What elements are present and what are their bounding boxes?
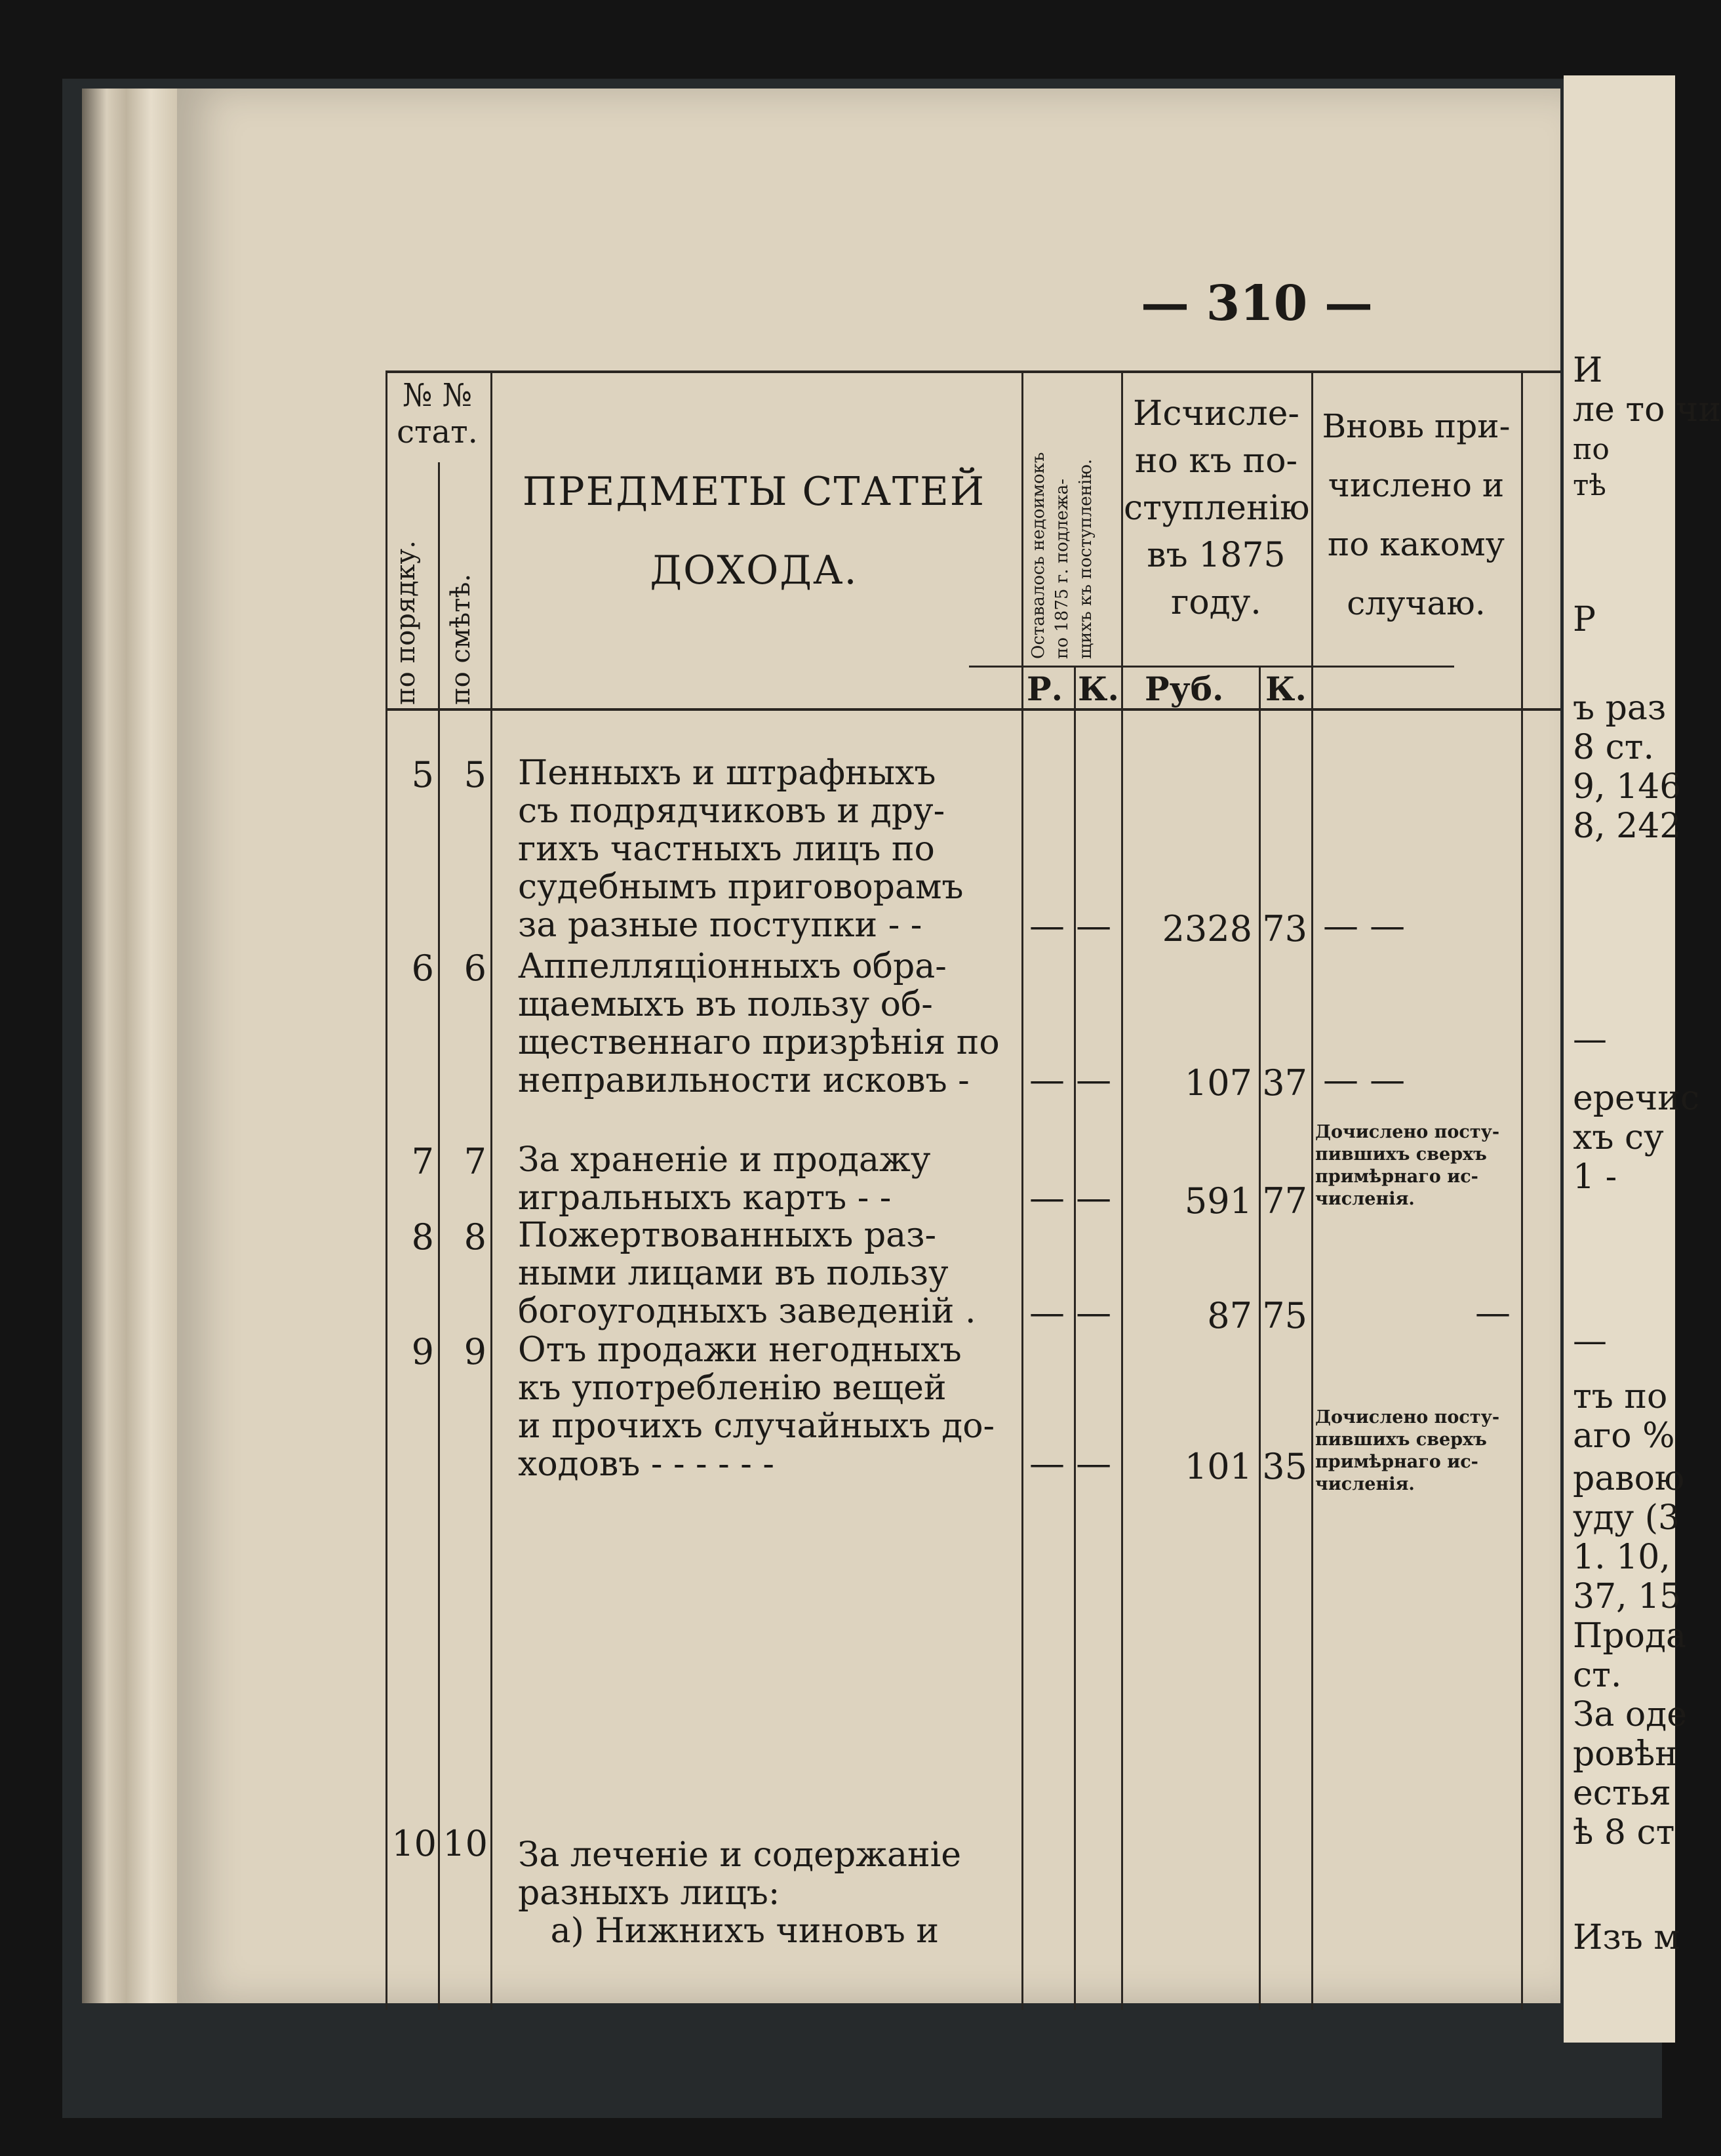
row-5-kop: 73 [1262, 908, 1307, 949]
unit-k2: К. [1265, 669, 1307, 708]
row-7-est: 7 [464, 1141, 486, 1182]
header-by-estimate: по смѣтѣ. [446, 573, 476, 705]
unit-r: Р. [1027, 669, 1063, 708]
row-8-text: Пожертвованныхъ раз- ными лицами въ пользу богоугодныхъ заведеній . [518, 1216, 976, 1331]
facing-line: ѣ 8 ст [1573, 1813, 1675, 1852]
facing-line: — [1573, 1321, 1607, 1361]
row-9-no: 9 [411, 1331, 434, 1372]
row-6-newly: — — [1323, 1059, 1406, 1100]
facing-line: 1 - [1573, 1157, 1617, 1197]
table-top-rule [386, 370, 1560, 373]
facing-line: еречис [1573, 1079, 1699, 1118]
row-6-no: 6 [411, 948, 434, 989]
facing-line: по [1573, 433, 1610, 466]
row-5-newly: — — [1323, 905, 1406, 946]
book-page-edges [82, 89, 180, 2003]
header-items-title-1: ПРЕДМЕТЫ СТАТЕЙ [522, 469, 986, 515]
unit-k: К. [1078, 669, 1119, 708]
facing-line: — [1573, 1020, 1607, 1059]
col-line-5 [1074, 666, 1076, 2010]
facing-line: аго % [1573, 1416, 1675, 1456]
header-newly-added: Вновь при- числено и по какому случаю. [1322, 407, 1511, 622]
row-7-rub: 591 [1184, 1180, 1252, 1222]
header-items-title-2: ДОХОДА. [650, 548, 858, 593]
row-7-text: За храненіе и продажу игральныхъ картъ - - [518, 1140, 931, 1218]
facing-line: естья [1573, 1774, 1671, 1813]
col-line-3 [490, 370, 492, 2010]
row-9-est: 9 [464, 1331, 486, 1372]
row-5-rub: 2328 [1162, 908, 1252, 949]
book-page [177, 89, 1560, 2003]
facing-page-fragment [1564, 75, 1721, 2043]
row-8-no: 8 [411, 1216, 434, 1258]
row-6-est: 6 [464, 948, 486, 989]
row-5-text: Пенныхъ и штрафныхъ съ подрядчиковъ и дру- гихъ частныхъ лицъ по судебнымъ приговорамъ за разные поступки - - [518, 753, 964, 945]
facing-line: 8 ст. [1573, 728, 1655, 767]
row-6-rub: 107 [1184, 1062, 1252, 1104]
facing-line: ле то чи [1573, 390, 1721, 429]
row-7-kop: 77 [1262, 1180, 1307, 1222]
units-rule [969, 666, 1454, 668]
row-7-note: Дочислено посту- пившихъ сверхъ примѣрнаго ис- численія. [1315, 1122, 1500, 1209]
facing-line: Изъ м [1573, 1918, 1680, 1957]
row-7-no: 7 [411, 1141, 434, 1182]
facing-line: Прода [1573, 1616, 1686, 1656]
row-10-no: 10 [391, 1823, 437, 1864]
facing-line: тѣ [1573, 469, 1606, 502]
col-line-1 [386, 370, 387, 2010]
row-7-remained: — — [1029, 1177, 1112, 1218]
row-6-text: Аппелляціонныхъ обра- щаемыхъ въ пользу об- щественнаго призрѣнія по неправильности исковъ - [518, 947, 1000, 1100]
header-bottom-rule [386, 708, 1560, 711]
header-num: № № стат. [397, 377, 478, 450]
facing-line: 37, 15 [1573, 1577, 1682, 1616]
row-5-remained: — — [1029, 905, 1112, 946]
facing-line: Р [1573, 600, 1596, 639]
row-9-rub: 101 [1184, 1446, 1252, 1487]
facing-line: равою [1573, 1459, 1685, 1498]
col-line-9 [1521, 370, 1523, 2010]
facing-line: 8, 242 [1573, 807, 1682, 846]
col-line-7 [1259, 666, 1261, 2010]
facing-line: 1. 10, [1573, 1538, 1671, 1577]
facing-line: И [1573, 351, 1603, 390]
row-10-text: За леченіе и содержаніе разныхъ лицъ: а) Нижнихъ чиновъ и [518, 1835, 962, 1951]
row-8-remained: — — [1029, 1292, 1112, 1333]
col-line-6 [1121, 370, 1123, 2010]
row-8-est: 8 [464, 1216, 486, 1258]
row-9-note: Дочислено посту- пившихъ сверхъ примѣрнаго ис- численія. [1315, 1407, 1500, 1494]
page-number: — 310 — [1141, 275, 1373, 332]
row-8-rub: 87 [1207, 1295, 1252, 1336]
row-6-remained: — — [1029, 1059, 1112, 1100]
facing-line: ровѣн [1573, 1734, 1678, 1774]
col-line-8 [1311, 370, 1313, 2010]
row-5-est: 5 [464, 754, 486, 795]
row-9-remained: — — [1029, 1443, 1112, 1484]
row-10-est: 10 [443, 1823, 488, 1864]
facing-line: ст. [1573, 1656, 1622, 1695]
row-6-kop: 37 [1262, 1062, 1307, 1104]
facing-line: За оде [1573, 1695, 1688, 1734]
facing-line: 9, 146 [1573, 767, 1682, 807]
facing-line: ъ раз [1573, 689, 1667, 728]
row-8-kop: 75 [1262, 1295, 1307, 1336]
facing-line: уду (3 [1573, 1498, 1680, 1538]
header-calculated: Исчисле- но къ по- ступленію въ 1875 году. [1124, 394, 1310, 622]
row-9-text: Отъ продажи негодныхъ къ употребленію вещей и прочихъ случайныхъ до- ходовъ - - - - - - [518, 1330, 995, 1484]
header-by-order: по порядку. [391, 540, 421, 705]
facing-line: хъ су [1573, 1118, 1664, 1157]
unit-rub: Руб. [1145, 669, 1224, 708]
row-5-no: 5 [411, 754, 434, 795]
header-remained: Оставалось недоимокъ по 1875 г. подлежа- щихъ къ поступленію. [1029, 452, 1096, 659]
row-8-newly: — [1475, 1292, 1511, 1333]
facing-line: тъ по [1573, 1377, 1668, 1416]
col-line-4 [1021, 370, 1023, 2010]
row-9-kop: 35 [1262, 1446, 1307, 1487]
